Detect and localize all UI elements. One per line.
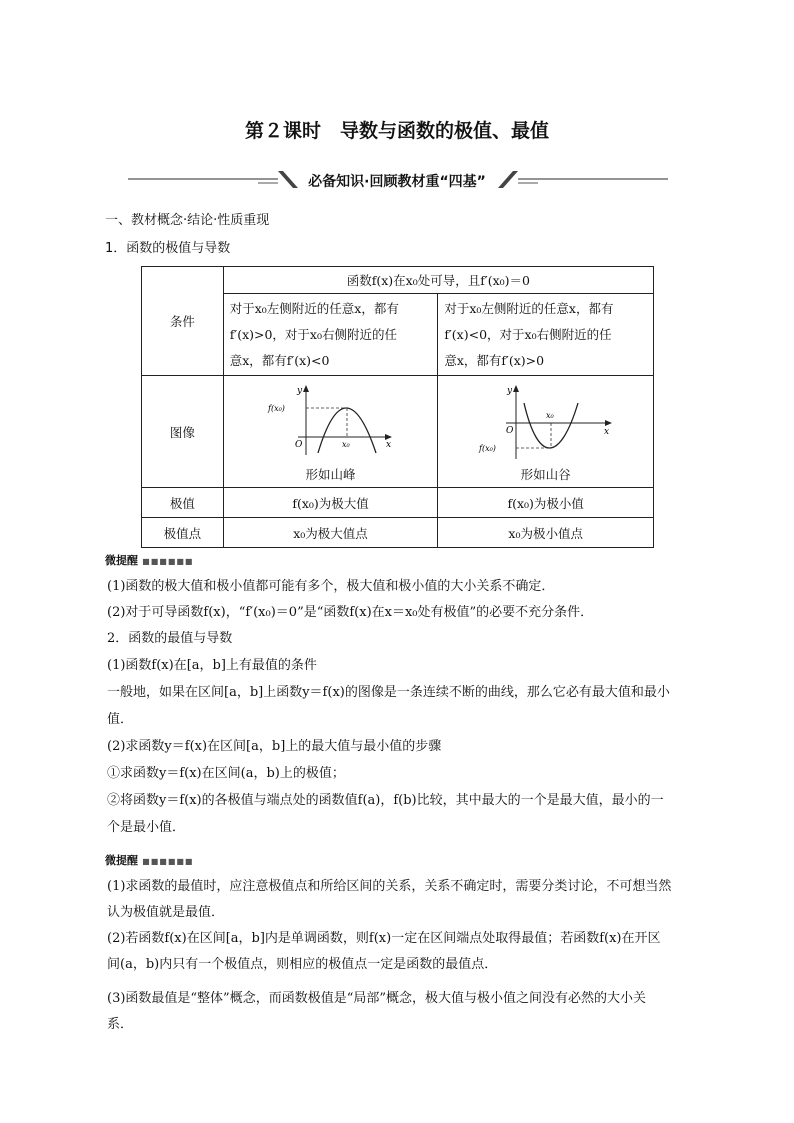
peak-graph-cell: [223, 376, 438, 488]
paragraph: (1)函数f(x)在[a，b]上有最值的条件: [107, 658, 317, 673]
dots-icon: ■■■■■■: [142, 557, 194, 566]
valley-graph-cell: [438, 376, 654, 488]
svg-text:x: x: [603, 426, 609, 437]
subsection-heading: 2．函数的最值与导数: [107, 631, 233, 646]
svg-text:x: x: [385, 439, 391, 450]
dots-icon: ■■■■■■: [142, 857, 194, 866]
tip2-item: (2)若函数f(x)在区间[a，b]内是单调函数，则f(x)一定在区间端点处取得最值；若函数f(x)在开区: [107, 931, 661, 946]
min-value: f(x₀)为极小值: [438, 488, 654, 518]
max-point: x₀为极大值点: [223, 518, 438, 548]
svg-text:f(x₀): f(x₀): [478, 443, 496, 453]
max-condition: 对于x₀左侧附近的任意x，都有 f′(x)>0，对于x₀右侧附近的任 意x，都有f′(x)<0: [223, 294, 438, 376]
max-value: f(x₀)为极大值: [223, 488, 438, 518]
row-label-condition: 条件: [142, 267, 224, 376]
tip-header: 微提醒 ■■■■■■: [105, 554, 194, 567]
extremum-table: [141, 266, 654, 548]
paragraph: 一般地，如果在区间[a，b]上函数y＝f(x)的图像是一条连续不断的曲线，那么它必有最大值和最小: [107, 685, 670, 700]
svg-text:y: y: [506, 385, 512, 396]
row-label-graph: 图像: [142, 376, 224, 488]
svg-text:x₀: x₀: [341, 439, 350, 449]
section-banner: 必备知识·回顾教材重“四基”: [308, 174, 486, 190]
valley-caption: 形如山谷: [520, 466, 571, 482]
valley-graph: [476, 383, 616, 463]
peak-caption: 形如山峰: [305, 466, 356, 482]
min-point: x₀为极小值点: [438, 518, 654, 548]
row-label-extremum-point: 极值点: [142, 518, 224, 548]
tip2-item: (1)求函数的最值时，应注意极值点和所给区间的关系，关系不确定时，需要分类讨论，不可想当然: [107, 879, 672, 894]
svg-text:O: O: [505, 425, 514, 436]
tip-header: 微提醒 ■■■■■■: [105, 854, 194, 867]
paragraph: ①求函数y＝f(x)在区间(a，b)上的极值；: [107, 766, 345, 781]
tip1-item: (2)对于可导函数f(x)，“f′(x₀)＝0”是“函数f(x)在x＝x₀处有极值”的必要不充分条件．: [107, 605, 594, 620]
svg-text:x₀: x₀: [545, 410, 554, 420]
paragraph: 个是最小值．: [107, 820, 186, 835]
tip2-item: 认为极值就是最值．: [107, 905, 225, 920]
svg-text:y: y: [296, 385, 302, 396]
paragraph: (2)求函数y＝f(x)在区间[a，b]上的最大值与最小值的步骤: [107, 739, 442, 754]
condition-header: 函数f(x)在x₀处可导，且f′(x₀)＝0: [223, 267, 653, 294]
page-title: 第２课时 导数与函数的极值、最值: [244, 120, 549, 142]
svg-text:f(x₀): f(x₀): [267, 403, 285, 413]
tip2-item: 系．: [107, 1017, 134, 1032]
paragraph: 值．: [107, 712, 134, 727]
section-heading: 一、教材概念·结论·性质重现: [105, 213, 270, 228]
peak-graph: [266, 383, 396, 463]
row-label-extremum: 极值: [142, 488, 224, 518]
min-condition: 对于x₀左侧附近的任意x，都有 f′(x)<0，对于x₀右侧附近的任 意x，都有f′(x)>0: [438, 294, 654, 376]
tip1-item: (1)函数的极大值和极小值都可能有多个，极大值和极小值的大小关系不确定．: [107, 579, 555, 594]
svg-text:O: O: [294, 439, 302, 450]
tip2-item: 间(a，b)内只有一个极值点，则相应的极值点一定是函数的最值点．: [107, 957, 498, 972]
paragraph: ②将函数y＝f(x)的各极值与端点处的函数值f(a)，f(b)比较，其中最大的一个是最大值，最小的一: [107, 793, 664, 808]
tip2-item: (3)函数最值是“整体”概念，而函数极值是“局部”概念，极大值与极小值之间没有必然的大小关: [107, 991, 646, 1006]
subsection-heading: 1．函数的极值与导数: [105, 241, 231, 256]
